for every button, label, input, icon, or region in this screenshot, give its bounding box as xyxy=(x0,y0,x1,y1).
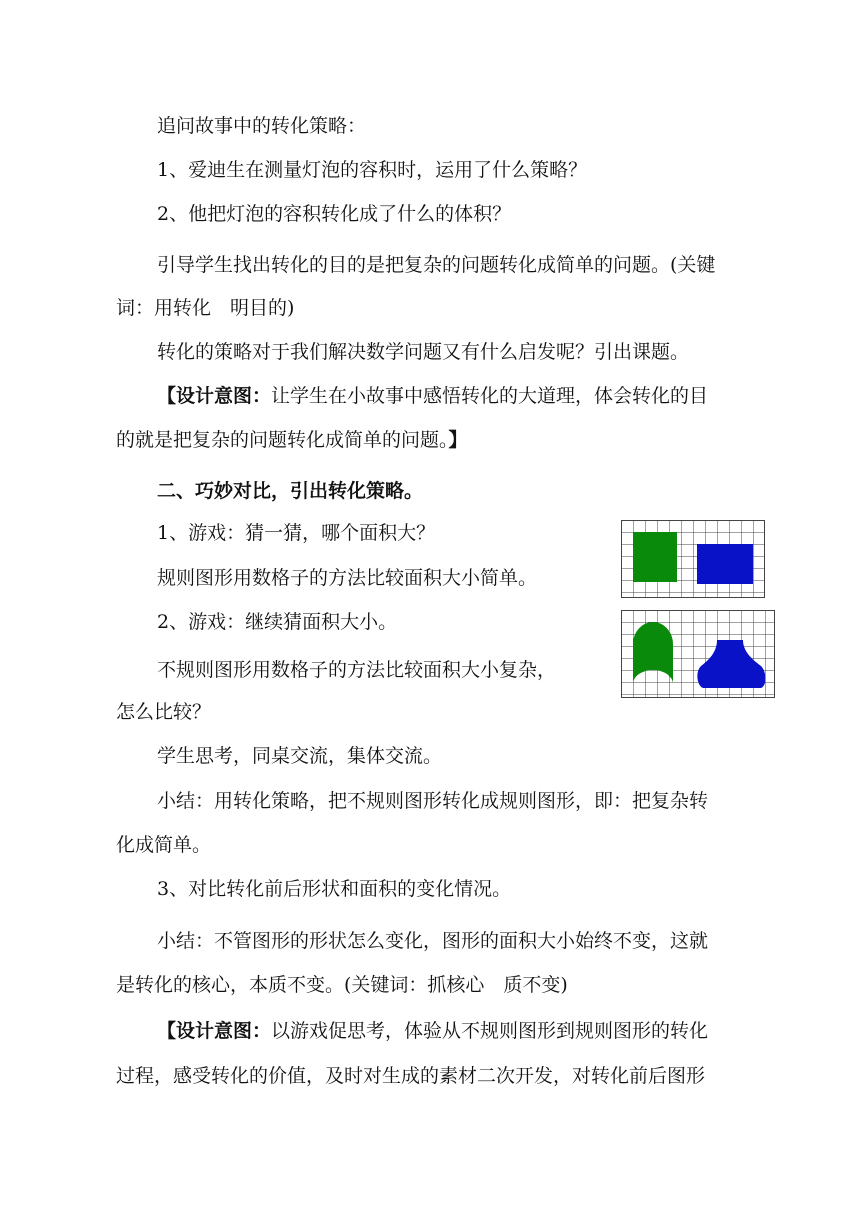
paragraph-line: 化成简单。 xyxy=(116,834,212,856)
section-heading: 二、巧妙对比，引出转化策略。 xyxy=(157,480,424,502)
paragraph-line: 引导学生找出转化的目的是把复杂的问题转化成简单的问题。(关键 xyxy=(157,254,716,276)
paragraph-line: 怎么比较？ xyxy=(116,701,212,723)
paragraph-line: 小结：用转化策略，把不规则图形转化成规则图形，即：把复杂转 xyxy=(157,790,709,812)
design-intent-label: 【设计意图： xyxy=(157,385,272,407)
paragraph-line: 2、他把灯泡的容积转化成了什么的体积？ xyxy=(157,203,512,225)
blue-rectangle-shape xyxy=(697,544,753,584)
design-intent-label: 【设计意图： xyxy=(157,1020,272,1042)
paragraph-line: 1、爱迪生在测量灯泡的容积时，运用了什么策略？ xyxy=(157,159,588,181)
grid-figure-irregular-shapes xyxy=(621,610,775,698)
paragraph-line: 学生思考，同桌交流，集体交流。 xyxy=(157,745,443,767)
grid-figure-rectangles xyxy=(621,520,765,598)
design-intent-line xyxy=(157,384,708,408)
paragraph-line: 转化的策略对于我们解决数学问题又有什么启发呢？引出课题。 xyxy=(157,341,690,363)
design-intent-line xyxy=(116,428,468,452)
paragraph-line: 追问故事中的转化策略： xyxy=(157,115,367,137)
design-intent-text: 以游戏促思考，体验从不规则图形到规则图形的转化 xyxy=(271,1020,709,1042)
paragraph-line: 3、对比转化前后形状和面积的变化情况。 xyxy=(157,878,512,900)
green-rectangle-shape xyxy=(633,532,677,582)
design-intent-line xyxy=(157,1019,708,1043)
paragraph-line: 规则图形用数格子的方法比较面积大小简单。 xyxy=(157,567,538,589)
paragraph-line: 词：用转化 明目的) xyxy=(116,297,295,319)
paragraph-line: 2、游戏：继续猜面积大小。 xyxy=(157,611,398,633)
paragraph-line: 过程，感受转化的价值，及时对生成的素材二次开发，对转化前后图形 xyxy=(116,1065,706,1087)
design-intent-text: 让学生在小故事中感悟转化的大道理，体会转化的目 xyxy=(271,385,709,407)
paragraph-line: 小结：不管图形的形状怎么变化，图形的面积大小始终不变，这就 xyxy=(157,930,709,952)
design-intent-text: 的就是把复杂的问题转化成简单的问题。 xyxy=(116,429,449,451)
paragraph-line: 不规则图形用数格子的方法比较面积大小复杂， xyxy=(157,659,557,681)
paragraph-line: 是转化的核心，本质不变。(关键词：抓核心 质不变) xyxy=(116,974,568,996)
paragraph-line: 1、游戏：猜一猜，哪个面积大？ xyxy=(157,522,436,544)
design-intent-close: 】 xyxy=(448,429,468,451)
